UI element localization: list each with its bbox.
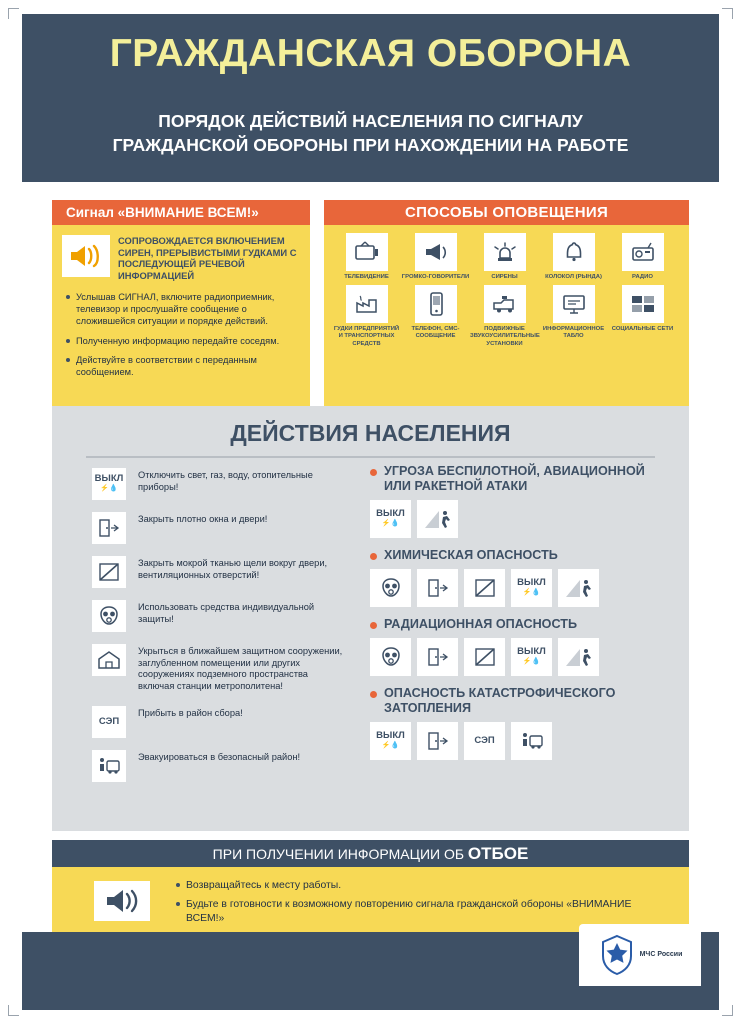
sound-car-icon [484,285,526,323]
notification-method-label: ПОДВИЖНЫЕ ЗВУКОУСИЛИТЕЛЬНЫЕ УСТАНОВКИ [470,326,540,347]
notification-method-item [608,233,677,281]
switch-off-utilities-icon: ВЫКЛ ⚡💧 [370,500,411,538]
signal-panel-body [52,225,310,419]
hazard-icon-row [370,500,670,538]
hazard-title: ОПАСНОСТЬ КАТАСТРОФИЧЕСКОГО ЗАТОПЛЕНИЯ [370,686,670,716]
notification-method-label: ГРОМКО-ГОВОРИТЕЛИ [401,274,470,280]
notification-method-item [470,233,539,281]
hazard-title: РАДИАЦИОННАЯ ОПАСНОСТЬ [370,617,670,632]
close-windows-doors-icon [417,722,458,760]
all-clear-bullet-list [174,879,644,931]
actions-left-list [92,468,344,794]
notification-method-item [332,233,401,281]
emercom-emblem-icon [579,924,701,986]
list-item [92,706,344,744]
loudspeaker-icon [94,881,150,921]
list-item-text: Отключить свет, газ, воду, отопительные приборы! [138,470,313,492]
notification-methods-heading: СПОСОБЫ ОПОВЕЩЕНИЯ [324,200,689,225]
notification-method-item [539,285,608,348]
shelter-icon [92,644,126,676]
crop-mark-bottom-right [722,1005,733,1016]
evacuation-bus-icon [92,750,126,782]
notification-method-item [470,285,539,348]
hazard-block [370,686,670,760]
page-subtitle-line1: ПОРЯДОК ДЕЙСТВИЙ НАСЕЛЕНИЯ ПО СИГНАЛУ [158,111,583,131]
list-item [92,644,344,700]
list-item [92,556,344,594]
notification-method-label: РАДИО [632,274,653,280]
bell-icon [553,233,595,271]
page-subtitle-line2: ГРАЖДАНСКОЙ ОБОРОНЫ ПРИ НАХОЖДЕНИИ НА РАБОТЕ [112,135,629,155]
hazard-block [370,548,670,607]
close-windows-doors-icon [417,638,458,676]
notification-method-label: ТЕЛЕФОН, СМС-СООБЩЕНИЕ [411,326,460,340]
all-clear-heading-bold: ОТБОЕ [467,844,529,863]
list-item: Действуйте в соответствии с переданным сообщением. [76,354,300,378]
list-item-text: Закрыть мокрой тканью щели вокруг двери, вентиляционных отверстий! [138,558,328,580]
mobile-phone-icon [415,285,457,323]
assembly-point-icon [92,706,126,738]
signal-panel [52,200,310,419]
icon-caption: ВЫКЛ [94,473,124,484]
list-item [92,750,344,788]
list-item-text: Эвакуироваться в безопасный район! [138,752,301,762]
notification-methods-grid [332,233,681,352]
notification-method-item [401,233,470,281]
evacuation-bus-icon [511,722,552,760]
notification-methods-body [324,225,689,419]
list-item: Услышав СИГНАЛ, включите радиоприемник, телевизор и прослушайте сообщение о сложившейся ситуации и порядке действий. [76,291,300,328]
crop-mark-bottom-left [8,1005,19,1016]
poster-sheet [22,14,719,1010]
icon-caption: ВЫКЛ [376,730,405,741]
signal-bullet-list [64,291,300,385]
hazard-icon-row [370,722,670,760]
all-clear-body [52,867,689,932]
list-item: Будьте в готовности к возможному повторению сигнала гражданской обороны «ВНИМАНИЕ ВСЕМ!» [186,898,644,926]
icon-caption: СЭП [98,716,120,727]
notification-method-label: ТЕЛЕВИДЕНИЕ [344,274,389,280]
notification-method-item [608,285,677,348]
list-item [92,600,344,638]
notification-methods-panel [324,200,689,419]
assembly-point-icon [464,722,505,760]
siren-icon [484,233,526,271]
signal-lead-text: СОПРОВОЖДАЕТСЯ ВКЛЮЧЕНИЕМ СИРЕН, ПРЕРЫВИСТЫМИ ГУДКАМИ С ПОСЛЕДУЮЩЕЙ РЕЧЕВОЙ ИНФОРМАЦИЕЙ [118,235,297,281]
run-to-shelter-icon [417,500,458,538]
actions-hazard-list [370,464,670,770]
run-to-shelter-icon [558,569,599,607]
display-board-icon [553,285,595,323]
factory-icon [346,285,388,323]
list-item: Возвращайтесь к месту работы. [186,879,644,893]
list-item: Полученную информацию передайте соседям. [76,335,300,347]
list-item [92,512,344,550]
signal-panel-heading: Сигнал «ВНИМАНИЕ ВСЕМ!» [52,200,310,225]
switch-off-utilities-icon: ВЫКЛ ⚡💧 [511,638,552,676]
close-windows-doors-icon [92,512,126,544]
seal-cracks-icon [464,638,505,676]
hazard-icon-row [370,569,670,607]
icon-caption: СЭП [474,735,495,746]
hazard-icon-row [370,638,670,676]
list-item-text: Прибыть в район сбора! [138,708,243,718]
icon-caption: ВЫКЛ [517,577,546,588]
social-networks-icon [622,285,664,323]
seal-cracks-icon [464,569,505,607]
list-item-text: Укрыться в ближайшем защитном сооружении, заглубленном помещении или других сооружениях подземного пространства включая станции метрополитена! [138,646,343,691]
seal-cracks-icon [92,556,126,588]
run-to-shelter-icon [558,638,599,676]
radio-icon [622,233,664,271]
crop-mark-top-left [8,8,19,19]
actions-section [52,406,689,831]
hazard-block [370,617,670,676]
hazard-title: ХИМИЧЕСКАЯ ОПАСНОСТЬ [370,548,670,563]
hazard-title: УГРОЗА БЕСПИЛОТНОЙ, АВИАЦИОННОЙ ИЛИ РАКЕТНОЙ АТАКИ [370,464,670,494]
gas-mask-icon [92,600,126,632]
notification-method-item [332,285,401,348]
switch-off-utilities-icon: ВЫКЛ ⚡💧 [92,468,126,500]
notification-method-item [539,233,608,281]
gas-mask-icon [370,569,411,607]
switch-off-utilities-icon: ВЫКЛ ⚡💧 [370,722,411,760]
loudspeaker-icon [62,235,110,277]
list-item [92,468,344,506]
notification-method-label: ИНФОРМАЦИОННОЕ ТАБЛО [542,326,605,340]
icon-caption: ВЫКЛ [517,646,546,657]
page-title: ГРАЖДАНСКАЯ ОБОРОНА [109,32,632,75]
notification-method-label: ГУДКИ ПРЕДПРИЯТИЙ И ТРАНСПОРТНЫХ СРЕДСТВ [333,326,400,347]
divider [86,456,655,458]
notification-method-label: КОЛОКОЛ (РЫНДА) [545,274,602,280]
poster-footer [22,932,719,1010]
page-subtitle [32,109,709,157]
emblem-label: МЧС России [639,951,683,958]
poster-header [22,14,719,182]
tv-icon [346,233,388,271]
megaphone-icon [415,233,457,271]
crop-mark-top-right [722,8,733,19]
hazard-block [370,464,670,538]
list-item-text: Закрыть плотно окна и двери! [138,514,268,524]
switch-off-utilities-icon: ВЫКЛ ⚡💧 [511,569,552,607]
actions-title: ДЕЙСТВИЯ НАСЕЛЕНИЯ [230,420,511,446]
notification-method-item [401,285,470,348]
all-clear-heading-normal: ПРИ ПОЛУЧЕНИИ ИНФОРМАЦИИ ОБ [212,846,468,862]
list-item-text: Использовать средства индивидуальной защиты! [138,602,315,624]
notification-method-label: СИРЕНЫ [491,274,518,280]
gas-mask-icon [370,638,411,676]
notification-method-label: СОЦИАЛЬНЫЕ СЕТИ [611,326,674,333]
close-windows-doors-icon [417,569,458,607]
icon-caption: ВЫКЛ [376,508,405,519]
all-clear-heading [52,840,689,867]
